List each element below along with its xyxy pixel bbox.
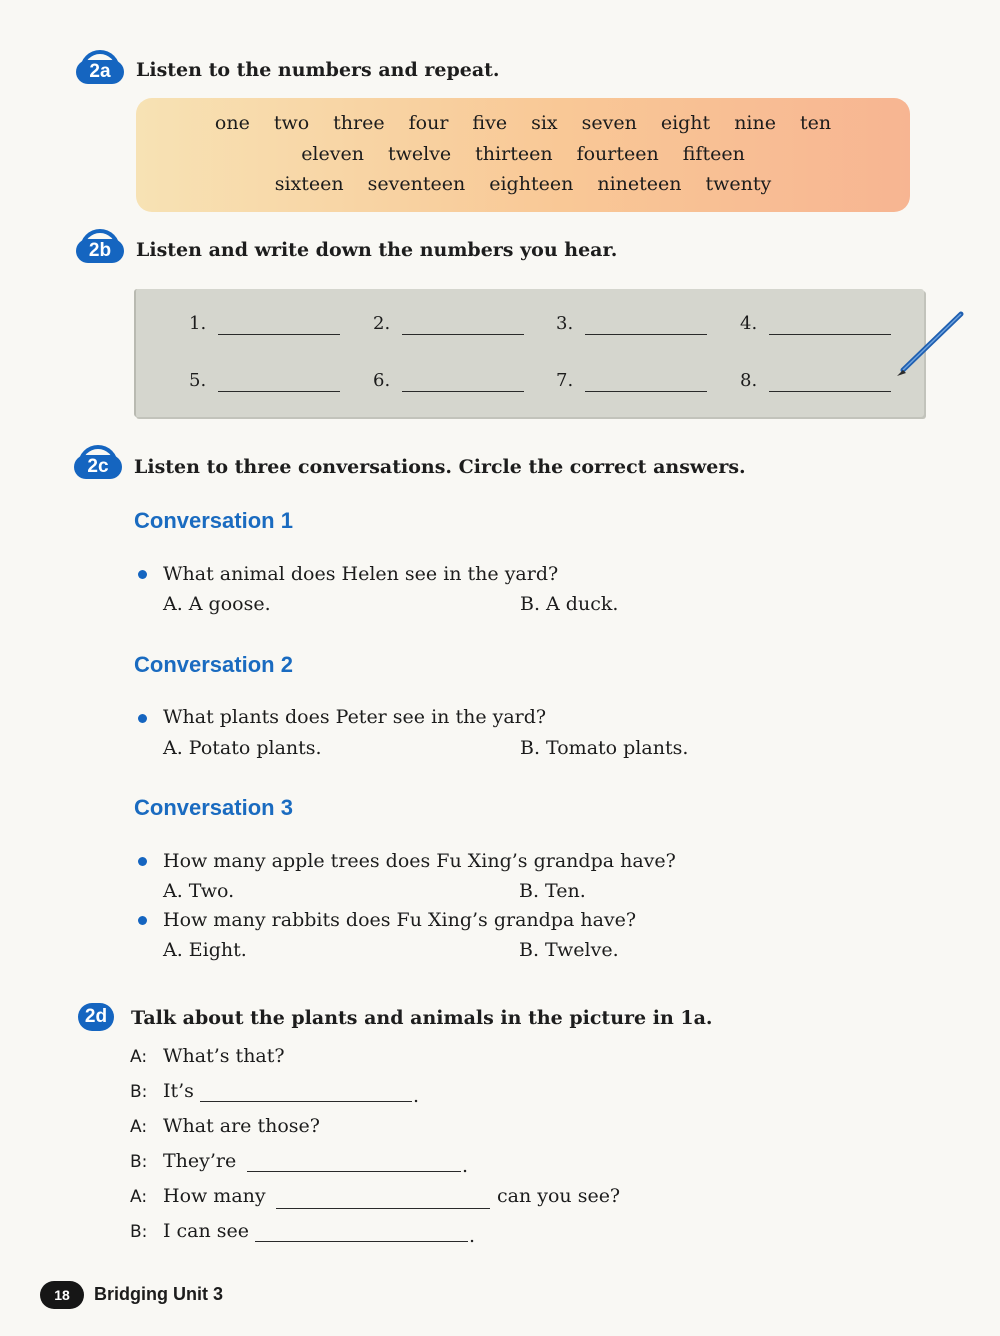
- dialogue-line-end: .: [462, 1155, 469, 1177]
- dialogue-blank[interactable]: [247, 1171, 461, 1172]
- dialogue-blank[interactable]: [255, 1241, 468, 1242]
- dialogue-blank[interactable]: [276, 1208, 490, 1209]
- answer-blank-5[interactable]: [218, 391, 340, 392]
- number-word: six: [531, 112, 558, 134]
- number-word: seven: [581, 112, 637, 134]
- number-words-row-3: [136, 173, 910, 195]
- speaker-label: A:: [130, 1047, 148, 1067]
- answer-label-1: 1.: [189, 313, 207, 334]
- dialogue-line: It’s: [163, 1080, 194, 1102]
- number-words-row-1: [136, 112, 910, 134]
- number-word: ten: [799, 112, 832, 134]
- number-word: fifteen: [682, 143, 745, 165]
- bullet-icon: [138, 857, 147, 866]
- number-word: eight: [660, 112, 711, 134]
- pencil-icon: [893, 310, 965, 378]
- answer-label-7: 7.: [556, 370, 574, 391]
- number-word: one: [214, 112, 250, 134]
- answer-blank-2[interactable]: [402, 334, 524, 335]
- bullet-icon: [138, 714, 147, 723]
- number-answer-box: [134, 289, 924, 417]
- answer-option-b[interactable]: B. Ten.: [519, 880, 586, 902]
- exercise-2b-label: 2b: [76, 239, 124, 263]
- speaker-label: B:: [130, 1222, 148, 1242]
- answer-option-a[interactable]: A. Two.: [163, 880, 235, 902]
- dialogue-line-end: can you see?: [497, 1185, 621, 1207]
- number-word: thirteen: [475, 143, 553, 165]
- number-words-row-2: [136, 143, 910, 165]
- dialogue-line: How many: [163, 1185, 266, 1207]
- exercise-2d-instruction: Talk about the plants and animals in the picture in 1a.: [131, 1007, 713, 1029]
- number-word: eleven: [301, 143, 364, 165]
- speaker-label: A:: [130, 1117, 148, 1137]
- bullet-icon: [138, 916, 147, 925]
- unit-label: Bridging Unit 3: [94, 1284, 223, 1304]
- number-word: seventeen: [367, 173, 466, 195]
- answer-blank-6[interactable]: [402, 391, 524, 392]
- number-word: two: [273, 112, 310, 134]
- speaker-label: A:: [130, 1187, 148, 1207]
- answer-blank-7[interactable]: [585, 391, 707, 392]
- answer-blank-8[interactable]: [769, 391, 891, 392]
- number-word: three: [333, 112, 385, 134]
- answer-blank-1[interactable]: [218, 334, 340, 335]
- speaker-label: B:: [130, 1082, 148, 1102]
- answer-label-8: 8.: [740, 370, 758, 391]
- conversation-3-title: Conversation 3: [134, 795, 293, 820]
- answer-label-2: 2.: [373, 313, 391, 334]
- number-word: eighteen: [489, 173, 574, 195]
- exercise-2b-instruction: Listen and write down the numbers you hear.: [136, 239, 618, 261]
- answer-option-a[interactable]: A. Eight.: [163, 939, 247, 961]
- answer-option-b[interactable]: B. Tomato plants.: [520, 737, 689, 759]
- exercise-2a-instruction: Listen to the numbers and repeat.: [136, 59, 500, 81]
- number-word: fourteen: [576, 143, 659, 165]
- bullet-icon: [138, 570, 147, 579]
- exercise-2c-badge: [74, 445, 124, 475]
- exercise-2d-label: 2d: [78, 1003, 114, 1031]
- exercise-2a-label: 2a: [76, 60, 124, 84]
- question-text: What plants does Peter see in the yard?: [163, 706, 547, 728]
- exercise-2b-badge: [76, 229, 126, 259]
- dialogue-line-end: .: [469, 1225, 476, 1247]
- question-text: How many apple trees does Fu Xing’s grandpa have?: [163, 850, 676, 872]
- number-words-box: [136, 98, 910, 212]
- exercise-2a-badge: [76, 50, 126, 80]
- question-text: What animal does Helen see in the yard?: [163, 563, 559, 585]
- page-number: 18: [40, 1281, 84, 1309]
- answer-label-6: 6.: [373, 370, 391, 391]
- answer-label-3: 3.: [556, 313, 574, 334]
- question-text: How many rabbits does Fu Xing’s grandpa have?: [163, 909, 637, 931]
- answer-option-b[interactable]: B. Twelve.: [519, 939, 619, 961]
- dialogue-line: What are those?: [163, 1115, 320, 1137]
- conversation-1-title: Conversation 1: [134, 508, 293, 533]
- number-word: five: [472, 112, 508, 134]
- dialogue-line: What’s that?: [163, 1045, 285, 1067]
- answer-option-a[interactable]: A. A goose.: [163, 593, 271, 615]
- dialogue-blank[interactable]: [200, 1101, 412, 1102]
- answer-label-4: 4.: [740, 313, 758, 334]
- dialogue-line: I can see: [163, 1220, 250, 1242]
- dialogue-line-end: .: [413, 1085, 420, 1107]
- answer-option-a[interactable]: A. Potato plants.: [163, 737, 322, 759]
- number-word: sixteen: [274, 173, 344, 195]
- answer-option-b[interactable]: B. A duck.: [520, 593, 619, 615]
- number-word: nine: [734, 112, 776, 134]
- number-word: twenty: [705, 173, 772, 195]
- exercise-2d-badge: [76, 1003, 126, 1033]
- number-word: nineteen: [597, 173, 682, 195]
- number-word: four: [408, 112, 449, 134]
- exercise-2c-instruction: Listen to three conversations. Circle the correct answers.: [134, 456, 746, 478]
- exercise-2c-label: 2c: [74, 455, 122, 479]
- number-word: twelve: [387, 143, 452, 165]
- dialogue-line: They’re: [163, 1150, 237, 1172]
- answer-blank-4[interactable]: [769, 334, 891, 335]
- speaker-label: B:: [130, 1152, 148, 1172]
- conversation-2-title: Conversation 2: [134, 652, 293, 677]
- answer-blank-3[interactable]: [585, 334, 707, 335]
- answer-label-5: 5.: [189, 370, 207, 391]
